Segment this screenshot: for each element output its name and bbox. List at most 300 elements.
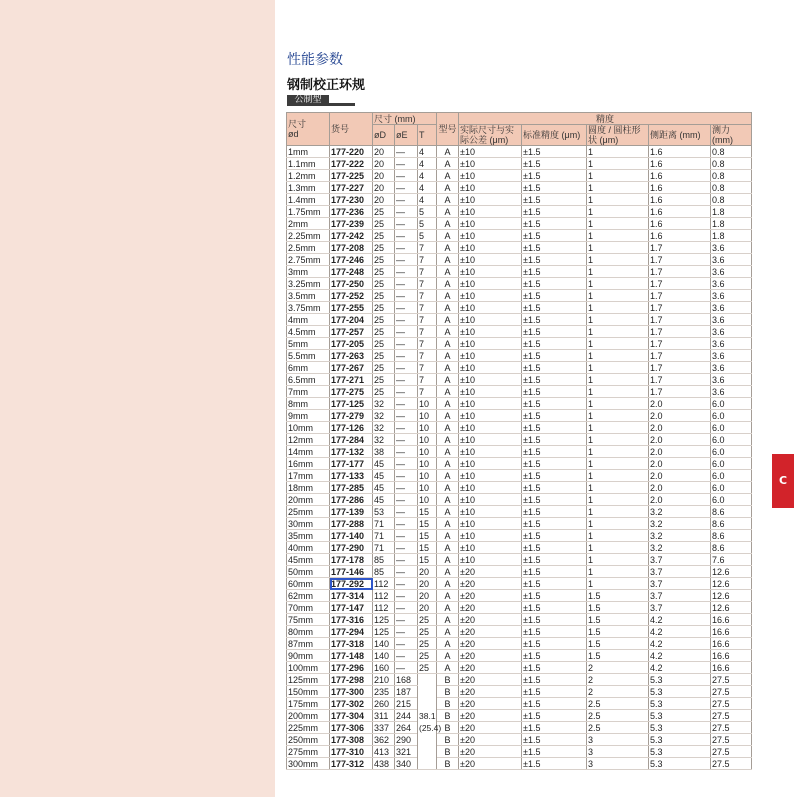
cell-code[interactable]: 177-271 [330,374,373,386]
cell-d: 32 [373,410,395,422]
cell-type: A [437,386,459,398]
cell-force: 3.6 [711,254,752,266]
cell-code[interactable]: 177-290 [330,542,373,554]
table-row [287,494,752,506]
cell-d: 25 [373,314,395,326]
header-code: 货号 [330,113,373,146]
cell-tol: ±20 [459,758,522,770]
cell-offset: 3.7 [649,578,711,590]
cell-offset: 4.2 [649,614,711,626]
cell-code[interactable]: 177-250 [330,278,373,290]
cell-d: 125mm [287,674,330,686]
cell-e: 244 [395,710,418,722]
cell-d: 210 [373,674,395,686]
cell-code[interactable]: 177-242 [330,230,373,242]
cell-std: ±1.5 [522,638,587,650]
cell-type: A [437,254,459,266]
cell-d: 25 [373,290,395,302]
cell-t: 5 [418,206,437,218]
cell-e: — [395,230,418,242]
cell-d: 3mm [287,266,330,278]
cell-t: 15 [418,530,437,542]
cell-std: ±1.5 [522,722,587,734]
cell-code[interactable]: 177-227 [330,182,373,194]
cell-std: ±1.5 [522,554,587,566]
header-offset: 侧距离 (mm) [649,125,711,146]
header-E: øE [395,125,418,146]
cell-force: 7.6 [711,554,752,566]
cell-round: 3 [587,734,649,746]
cell-round: 1 [587,302,649,314]
cell-d: 87mm [287,638,330,650]
cell-d: 12mm [287,434,330,446]
cell-offset: 3.2 [649,518,711,530]
cell-type: A [437,170,459,182]
cell-offset: 1.6 [649,158,711,170]
cell-e: — [395,326,418,338]
table-row [287,710,752,722]
cell-force: 6.0 [711,446,752,458]
table-row [287,734,752,746]
cell-offset: 1.6 [649,206,711,218]
cell-d: 20 [373,158,395,170]
cell-code[interactable]: 177-146 [330,566,373,578]
cell-std: ±1.5 [522,602,587,614]
cell-std: ±1.5 [522,410,587,422]
header-type: 型号 [437,113,459,146]
cell-tol: ±20 [459,578,522,590]
table-row [287,302,752,314]
cell-offset: 2.0 [649,434,711,446]
cell-round: 1 [587,314,649,326]
cell-code[interactable]: 177-292 [330,578,373,590]
cell-round: 1 [587,410,649,422]
cell-d: 150mm [287,686,330,698]
cell-round: 1 [587,494,649,506]
cell-tol: ±10 [459,146,522,158]
cell-code[interactable]: 177-298 [330,674,373,686]
cell-e: — [395,242,418,254]
cell-d: 1.4mm [287,194,330,206]
cell-code[interactable]: 177-255 [330,302,373,314]
cell-std: ±1.5 [522,650,587,662]
cell-d: 16mm [287,458,330,470]
cell-offset: 1.7 [649,386,711,398]
cell-type: B [437,746,459,758]
cell-t: 25 [418,638,437,650]
cell-code[interactable]: 177-133 [330,470,373,482]
cell-t: 5 [418,230,437,242]
cell-tol: ±20 [459,566,522,578]
cell-type: A [437,290,459,302]
cell-tol: ±10 [459,398,522,410]
cell-offset: 1.7 [649,374,711,386]
cell-code[interactable]: 177-296 [330,662,373,674]
cell-d: 17mm [287,470,330,482]
cell-t: 7 [418,278,437,290]
cell-type: A [437,626,459,638]
cell-tol: ±10 [459,242,522,254]
cell-tol: ±20 [459,638,522,650]
cell-std: ±1.5 [522,266,587,278]
cell-force: 3.6 [711,302,752,314]
cell-d: 235 [373,686,395,698]
cell-t: 4 [418,194,437,206]
cell-d: 20 [373,194,395,206]
cell-code[interactable]: 177-222 [330,158,373,170]
cell-t: 7 [418,386,437,398]
cell-tol: ±10 [459,266,522,278]
table-row [287,170,752,182]
cell-type: A [437,494,459,506]
cell-offset: 1.7 [649,302,711,314]
cell-type: A [437,470,459,482]
table-row [287,530,752,542]
cell-d: 85 [373,554,395,566]
cell-d: 32 [373,422,395,434]
cell-type: A [437,338,459,350]
table-row [287,230,752,242]
cell-d: 18mm [287,482,330,494]
cell-e: — [395,650,418,662]
cell-tol: ±10 [459,350,522,362]
cell-force: 3.6 [711,350,752,362]
cell-d: 225mm [287,722,330,734]
cell-t: 7 [418,314,437,326]
cell-d: 6.5mm [287,374,330,386]
cell-std: ±1.5 [522,590,587,602]
cell-type: B [437,734,459,746]
cell-offset: 4.2 [649,638,711,650]
cell-d: 25 [373,254,395,266]
cell-force: 3.6 [711,326,752,338]
cell-force: 6.0 [711,482,752,494]
cell-offset: 1.7 [649,326,711,338]
cell-round: 3 [587,746,649,758]
cell-offset: 5.3 [649,710,711,722]
cell-code[interactable]: 177-140 [330,530,373,542]
cell-tol: ±20 [459,698,522,710]
cell-code[interactable]: 177-308 [330,734,373,746]
cell-code[interactable]: 177-316 [330,614,373,626]
cell-e: — [395,506,418,518]
cell-force: 3.6 [711,386,752,398]
cell-e: 321 [395,746,418,758]
cell-offset: 2.0 [649,494,711,506]
cell-t: 7 [418,362,437,374]
cell-d: 2.5mm [287,242,330,254]
cell-force: 0.8 [711,194,752,206]
header-dims: 尺寸 (mm) [373,113,437,125]
cell-code[interactable]: 177-220 [330,146,373,158]
cell-t: 7 [418,338,437,350]
cell-d: 311 [373,710,395,722]
cell-force: 27.5 [711,734,752,746]
cell-e: — [395,590,418,602]
cell-round: 1.5 [587,626,649,638]
cell-force: 27.5 [711,722,752,734]
left-margin-band [0,0,275,797]
cell-d: 100mm [287,662,330,674]
table-row [287,362,752,374]
cell-round: 2 [587,662,649,674]
cell-code[interactable]: 177-318 [330,638,373,650]
cell-code[interactable]: 177-300 [330,686,373,698]
cell-d: 25 [373,206,395,218]
cell-force: 16.6 [711,614,752,626]
cell-e: — [395,434,418,446]
cell-force: 3.6 [711,278,752,290]
cell-force: 3.6 [711,374,752,386]
cell-type: A [437,350,459,362]
cell-offset: 1.7 [649,266,711,278]
cell-code[interactable]: 177-288 [330,518,373,530]
table-row [287,518,752,530]
cell-force: 6.0 [711,422,752,434]
cell-d: 20 [373,170,395,182]
cell-type: A [437,446,459,458]
cell-type: A [437,566,459,578]
cell-d: 5.5mm [287,350,330,362]
table-row [287,590,752,602]
cell-std: ±1.5 [522,254,587,266]
cell-round: 1 [587,506,649,518]
cell-e: — [395,470,418,482]
table-row [287,506,752,518]
cell-type: A [437,398,459,410]
cell-d: 160 [373,662,395,674]
cell-offset: 3.2 [649,506,711,518]
cell-d: 25mm [287,506,330,518]
cell-tol: ±20 [459,590,522,602]
cell-e: — [395,314,418,326]
cell-d: 5mm [287,338,330,350]
cell-d: 2.75mm [287,254,330,266]
cell-code[interactable]: 177-279 [330,410,373,422]
cell-code[interactable]: 177-147 [330,602,373,614]
cell-type: A [437,506,459,518]
cell-t: 10 [418,410,437,422]
cell-code[interactable]: 177-205 [330,338,373,350]
cell-d: 20 [373,182,395,194]
cell-e: — [395,362,418,374]
cell-code[interactable]: 177-125 [330,398,373,410]
cell-code[interactable]: 177-132 [330,446,373,458]
cell-std: ±1.5 [522,734,587,746]
cell-e: — [395,278,418,290]
cell-force: 0.8 [711,182,752,194]
cell-e: — [395,410,418,422]
cell-round: 1 [587,542,649,554]
cell-code[interactable]: 177-236 [330,206,373,218]
cell-tol: ±10 [459,338,522,350]
cell-offset: 2.0 [649,410,711,422]
cell-offset: 2.0 [649,458,711,470]
cell-code[interactable]: 177-314 [330,590,373,602]
cell-tol: ±10 [459,386,522,398]
cell-offset: 1.7 [649,254,711,266]
cell-d: 30mm [287,518,330,530]
cell-tol: ±20 [459,746,522,758]
cell-code[interactable]: 177-178 [330,554,373,566]
section-tab-c[interactable]: C [772,454,794,508]
table-row [287,626,752,638]
cell-tol: ±20 [459,734,522,746]
cell-code[interactable]: 177-284 [330,434,373,446]
cell-code[interactable]: 177-306 [330,722,373,734]
cell-t: 15 [418,518,437,530]
cell-force: 27.5 [711,674,752,686]
table-row [287,554,752,566]
cell-d: 1.2mm [287,170,330,182]
cell-std: ±1.5 [522,518,587,530]
cell-round: 1.5 [587,614,649,626]
cell-code[interactable]: 177-304 [330,710,373,722]
cell-code[interactable]: 177-208 [330,242,373,254]
cell-e: — [395,398,418,410]
cell-std: ±1.5 [522,446,587,458]
cell-code[interactable]: 177-275 [330,386,373,398]
cell-e: — [395,374,418,386]
cell-std: ±1.5 [522,698,587,710]
cell-d: 45mm [287,554,330,566]
cell-round: 1 [587,482,649,494]
cell-offset: 1.6 [649,170,711,182]
cell-code[interactable]: 177-246 [330,254,373,266]
cell-type: A [437,578,459,590]
cell-code[interactable]: 177-267 [330,362,373,374]
cell-code[interactable]: 177-263 [330,350,373,362]
cell-tol: ±10 [459,278,522,290]
cell-type: A [437,602,459,614]
table-row [287,218,752,230]
cell-offset: 1.7 [649,314,711,326]
cell-e: — [395,182,418,194]
cell-type: B [437,698,459,710]
cell-std: ±1.5 [522,566,587,578]
cell-std: ±1.5 [522,182,587,194]
cell-d: 413 [373,746,395,758]
table-row [287,278,752,290]
metric-type-label: 公制型 [287,95,329,106]
table-row [287,482,752,494]
cell-code[interactable]: 177-257 [330,326,373,338]
cell-e: — [395,626,418,638]
cell-type: A [437,410,459,422]
cell-d: 2.25mm [287,230,330,242]
cell-code[interactable]: 177-252 [330,290,373,302]
cell-e: 215 [395,698,418,710]
cell-type: B [437,686,459,698]
cell-e: — [395,662,418,674]
cell-code[interactable]: 177-285 [330,482,373,494]
cell-type: A [437,590,459,602]
cell-d: 25 [373,338,395,350]
table-row [287,434,752,446]
cell-type: A [437,554,459,566]
cell-code[interactable]: 177-286 [330,494,373,506]
cell-t-merged: 38.1 (25.4) [418,674,437,770]
cell-d: 25 [373,302,395,314]
cell-tol: ±10 [459,182,522,194]
table-row [287,182,752,194]
cell-code[interactable]: 177-312 [330,758,373,770]
cell-e: — [395,350,418,362]
cell-d: 9mm [287,410,330,422]
cell-code[interactable]: 177-204 [330,314,373,326]
cell-t: 10 [418,470,437,482]
cell-tol: ±10 [459,530,522,542]
cell-d: 60mm [287,578,330,590]
cell-force: 3.6 [711,242,752,254]
cell-tol: ±10 [459,482,522,494]
cell-round: 1 [587,182,649,194]
cell-force: 12.6 [711,602,752,614]
cell-e: 187 [395,686,418,698]
cell-d: 90mm [287,650,330,662]
cell-code[interactable]: 177-294 [330,626,373,638]
cell-d: 275mm [287,746,330,758]
cell-code[interactable]: 177-177 [330,458,373,470]
cell-type: A [437,482,459,494]
cell-tol: ±10 [459,374,522,386]
spec-table-body [287,146,752,770]
header-tolerance: 实际尺寸与实际公差 (μm) [459,125,522,146]
cell-code[interactable]: 177-225 [330,170,373,182]
cell-code[interactable]: 177-230 [330,194,373,206]
cell-force: 27.5 [711,710,752,722]
cell-force: 27.5 [711,698,752,710]
cell-force: 27.5 [711,746,752,758]
cell-round: 1 [587,266,649,278]
cell-code[interactable]: 177-248 [330,266,373,278]
cell-d: 14mm [287,446,330,458]
cell-code[interactable]: 177-310 [330,746,373,758]
header-size [287,113,330,146]
cell-code[interactable]: 177-239 [330,218,373,230]
cell-code[interactable]: 177-126 [330,422,373,434]
cell-e: — [395,146,418,158]
header-size-d: ød [288,129,299,139]
cell-e: — [395,638,418,650]
cell-t: 7 [418,350,437,362]
cell-code[interactable]: 177-148 [330,650,373,662]
cell-d: 85 [373,566,395,578]
cell-std: ±1.5 [522,422,587,434]
cell-std: ±1.5 [522,614,587,626]
cell-tol: ±10 [459,518,522,530]
cell-d: 125 [373,614,395,626]
cell-code[interactable]: 177-302 [330,698,373,710]
cell-std: ±1.5 [522,302,587,314]
cell-round: 2.5 [587,698,649,710]
cell-offset: 1.6 [649,218,711,230]
table-row [287,290,752,302]
cell-e: — [395,158,418,170]
cell-d: 2mm [287,218,330,230]
cell-tol: ±10 [459,554,522,566]
cell-t: 20 [418,602,437,614]
cell-code[interactable]: 177-139 [330,506,373,518]
cell-force: 0.8 [711,170,752,182]
cell-std: ±1.5 [522,194,587,206]
header-size-label: 尺寸 [288,119,307,129]
cell-t: 15 [418,554,437,566]
cell-d: 8mm [287,398,330,410]
cell-round: 1 [587,278,649,290]
cell-std: ±1.5 [522,506,587,518]
cell-d: 45 [373,482,395,494]
